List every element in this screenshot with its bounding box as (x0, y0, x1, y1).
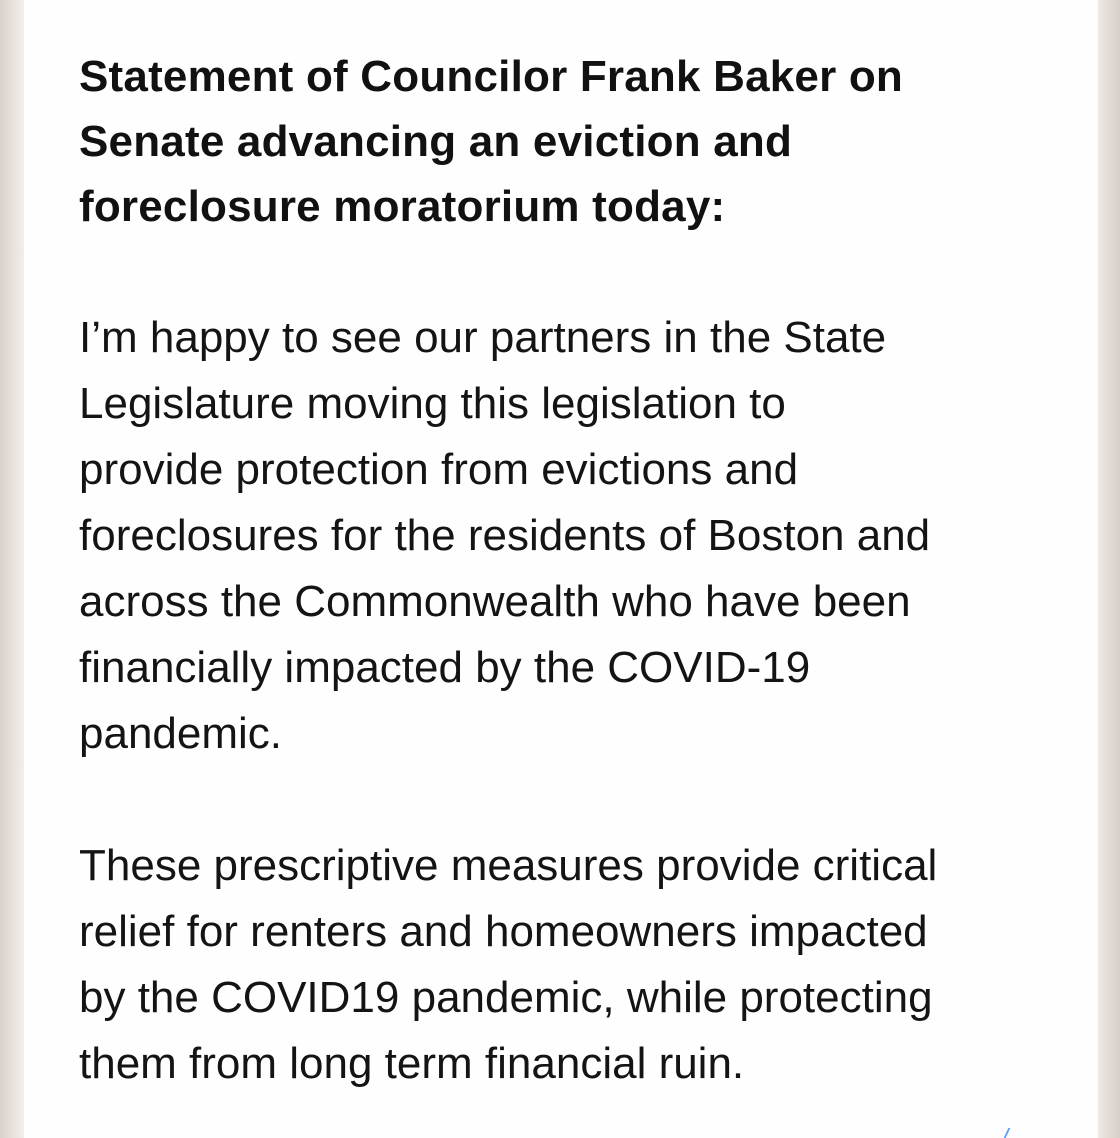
statement-title (79, 44, 1089, 239)
title-line: Senate advancing an eviction and (79, 117, 793, 166)
paragraph-gap (79, 767, 1089, 833)
paragraph-gap (79, 239, 1089, 305)
paragraph-line: pandemic. (79, 709, 283, 758)
paragraph-line: provide protection from evictions and (79, 445, 799, 494)
paragraph-line: them from long term financial ruin. (79, 1039, 745, 1088)
title-line: Statement of Councilor Frank Baker on (79, 52, 903, 101)
paragraph-line: across the Commonwealth who have been (79, 577, 911, 626)
paragraph-line: relief for renters and homeowners impacted (79, 907, 928, 956)
paragraph-line: foreclosures for the residents of Boston and (79, 511, 931, 560)
document-content (79, 44, 1089, 1097)
document-page (24, 0, 1098, 1138)
background-left-edge (0, 0, 24, 1138)
paragraph-line: I’m happy to see our partners in the State (79, 313, 887, 362)
title-line: foreclosure moratorium today: (79, 182, 726, 231)
statement-paragraph-1 (79, 305, 1089, 767)
paragraph-line: by the COVID19 pandemic, while protecting (79, 973, 933, 1022)
paragraph-line: These prescriptive measures provide critical (79, 841, 938, 890)
statement-paragraph-2 (79, 833, 1089, 1097)
paragraph-line: Legislature moving this legislation to (79, 379, 786, 428)
background-right-edge (1098, 0, 1120, 1138)
paragraph-line: financially impacted by the COVID-19 (79, 643, 811, 692)
